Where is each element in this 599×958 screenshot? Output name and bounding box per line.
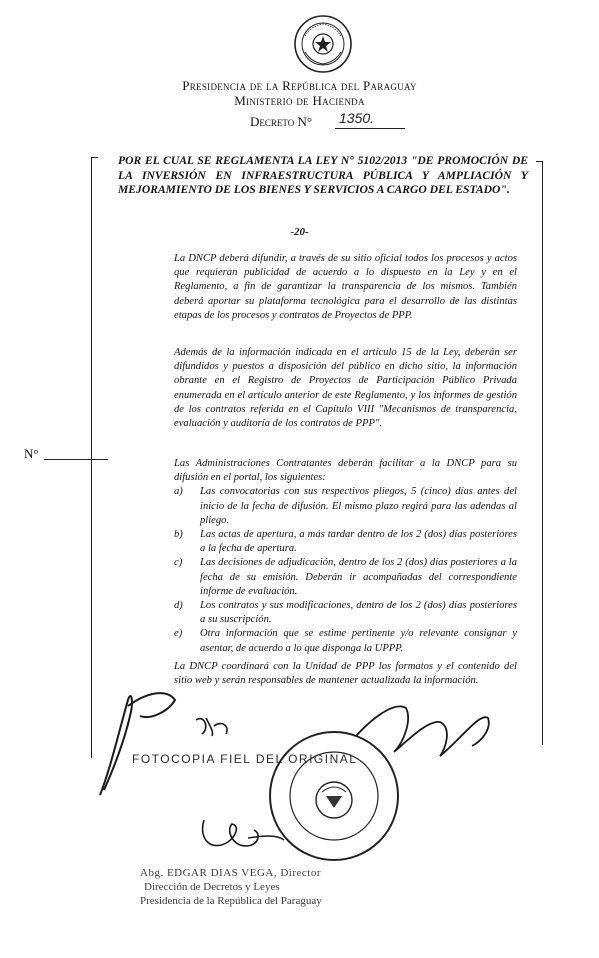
list-item-text: Las actas de apertura, a más tardar dentro de los 2 (dos) días posteriores a la fecha de apertura. — [200, 529, 517, 555]
list-item — [174, 528, 517, 556]
requirements-list — [174, 485, 517, 655]
official-round-stamp-icon — [266, 728, 402, 864]
list-item-text: Los contratos y sus modificaciones, dentro de los 2 (dos) días posteriores a su suscripción. — [200, 600, 517, 626]
paragraph-4: La DNCP coordinará con la Unidad de PPP los formatos y el contenido del sitio web y serán responsables de mantener actualizada la información. — [174, 661, 517, 687]
decree-label: Decreto N° — [250, 114, 313, 129]
list-item-text: Otra información que se estime pertinente y/o relevante consignar y asentar, de acuerdo a lo que disponga la UPPP. — [200, 628, 517, 654]
margin-number-line — [44, 459, 108, 460]
paragraph-1: La DNCP deberá difundir, a través de su sitio oficial todos los procesos y actos que requieran publicidad de acuerdo a lo dispuesto en la Ley y en el Reglamento, a fin de garantizar la transparencia de los mismos. También deberá aportar su plataforma tecnológica para el desarrollo de las distintas etapas de los procesos y contratos de Proyectos de PPP. — [174, 253, 517, 321]
header-presidency: Presidencia de la República del Paraguay — [182, 78, 417, 93]
list-item-text: Las decisiones de adjudicación, dentro de los 2 (dos) días posteriores a la fecha de su emisión. Deberán ir acompañadas del correspondiente informe de evaluación. — [200, 557, 517, 597]
list-item-marker: d) — [174, 600, 183, 612]
list-item — [174, 627, 517, 655]
signatory-name: Abg. EDGAR DIAS VEGA, Director — [140, 867, 321, 879]
list-item-marker: e) — [174, 628, 183, 640]
list-item — [174, 485, 517, 528]
list-item — [174, 599, 517, 627]
margin-number-label: N° — [24, 446, 39, 461]
decree-number: 1350. — [335, 110, 405, 129]
header-ministry: Ministerio de Hacienda — [234, 93, 365, 108]
initials-top — [196, 718, 227, 736]
list-item-marker: c) — [174, 557, 183, 569]
paragraph-3-intro: Las Administraciones Contratantes deberán facilitar a la DNCP para su difusión en el portal, los siguientes: — [174, 458, 517, 484]
signatory-role: Dirección de Decretos y Leyes — [144, 881, 280, 893]
list-item-marker: a) — [174, 486, 183, 498]
list-item-text: Las convocatorias con sus respectivos pliegos, 5 (cinco) días antes del inicio de la fecha de difusión. El mismo plazo regirá para las adendas al pliego. — [200, 486, 517, 526]
left-margin-bracket — [91, 157, 98, 758]
signatory-block — [140, 866, 322, 908]
paragraph-2: Además de la información indicada en el artículo 15 de la Ley, deberán ser difundidos y puestos a disposición del público en dicho sitio, la información obrante en el Registro de Proyectos de Participación Público Privada enumerada en el artículo anterior de este Reglamento, y los informes de gestión de los contratos referida en el Capítulo VIII "Mecanismos de transparencia, evaluación y auditoría de los contratos de PPP". — [174, 347, 517, 430]
list-item — [174, 556, 517, 599]
right-margin-bracket — [536, 161, 543, 745]
signatory-organization: Presidencia de la República del Paraguay — [140, 895, 322, 907]
decree-title: POR EL CUAL SE REGLAMENTA LA LEY N° 5102/2013 "DE PROMOCIÓN DE LA INVERSIÓN EN INFRAESTRUCTURA PÚBLICA Y AMPLIACIÓN Y MEJORAMIENTO DE LOS BIENES Y SERVICIOS A CARGO DEL ESTADO". — [118, 154, 528, 196]
page-number: -20- — [290, 226, 309, 238]
list-item-marker: b) — [174, 529, 183, 541]
paragraph-3 — [174, 457, 517, 656]
national-seal-icon — [293, 14, 353, 74]
signature-left — [100, 693, 175, 795]
certified-copy-stamp: FOTOCOPIA FIEL DEL ORIGINAL — [132, 752, 358, 766]
